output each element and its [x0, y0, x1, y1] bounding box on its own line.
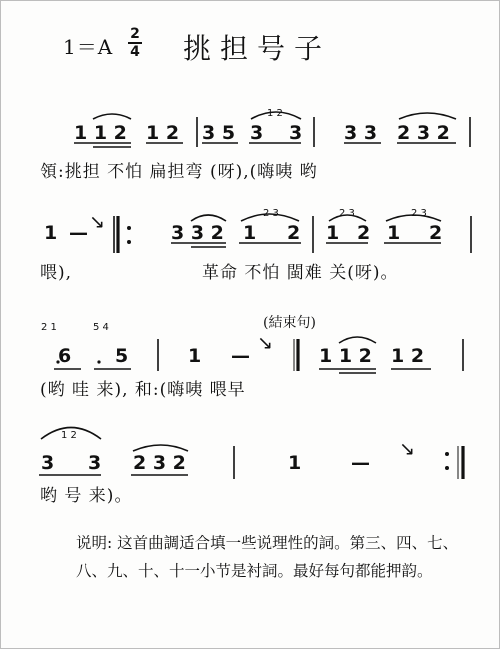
grace-note-group: 5 4 — [93, 322, 109, 333]
extension-dash: — — [351, 452, 370, 474]
grace-note-group: 1 2 — [61, 430, 77, 441]
lyric-line: 領:挑担 不怕 扁担弯 (呀),(嗨咦 哟 — [40, 162, 318, 182]
lyric-line: 喂), — [40, 263, 73, 283]
note-group: 1 1 2 — [319, 345, 372, 367]
note: 3 — [250, 122, 264, 144]
meter-bottom: 4 — [130, 44, 140, 60]
note: 3 — [289, 122, 303, 144]
slide-arrow: ↘ — [257, 332, 273, 354]
note: 1 — [288, 452, 302, 474]
grace-note-group: 2 3 — [411, 208, 427, 219]
slide-arrow: ↘ — [89, 211, 105, 233]
note: 6 — [58, 345, 72, 367]
song-title: 挑担号子 — [183, 32, 332, 65]
note: 5 — [115, 345, 129, 367]
grace-note-group: 2 3 — [263, 208, 279, 219]
note: 3 — [88, 452, 102, 474]
extension-dash: — — [69, 222, 88, 244]
note-group: 1 1 2 — [74, 122, 127, 144]
note: 2 — [287, 222, 301, 244]
ending-phrase-label: (結束句) — [263, 315, 316, 331]
explanation-note: 说明: 这首曲調适合填一些说理性的詞。第三、四、七、八、九、十、十一小节是衬詞。最好每句都能押韵。 — [76, 534, 459, 580]
note: 1 — [243, 222, 257, 244]
note: 1 — [188, 345, 202, 367]
note-group: 3 3 2 — [171, 222, 224, 244]
note: 1 — [387, 222, 401, 244]
note: 2 — [357, 222, 371, 244]
grace-note-group: 2 3 — [339, 208, 355, 219]
key-signature: 1＝A — [63, 35, 114, 59]
note-group: 3 5 — [202, 122, 236, 144]
note: 2 — [429, 222, 443, 244]
note: 1 — [44, 222, 58, 244]
note-group: 2 3 2 — [133, 452, 186, 474]
note-group: 1 2 — [391, 345, 425, 367]
note: 3 — [41, 452, 55, 474]
lyric-line: 哟 号 来)。 — [40, 486, 133, 506]
slide-arrow: ↘ — [399, 438, 415, 460]
grace-note-group: 1 2 — [267, 108, 283, 119]
note: 1 — [326, 222, 340, 244]
note-group: 3 3 — [344, 122, 378, 144]
note-group: 1 2 — [146, 122, 180, 144]
meter-top: 2 — [130, 26, 140, 42]
extension-dash: — — [231, 345, 250, 367]
lyric-line: 革命 不怕 閩难 关(呀)。 — [202, 263, 399, 283]
grace-note-group: 2 1 — [41, 322, 57, 333]
lyric-line: (哟 哇 来), 和:(嗨咦 喂早 — [40, 380, 246, 400]
note-group: 2 3 2 — [397, 122, 450, 144]
